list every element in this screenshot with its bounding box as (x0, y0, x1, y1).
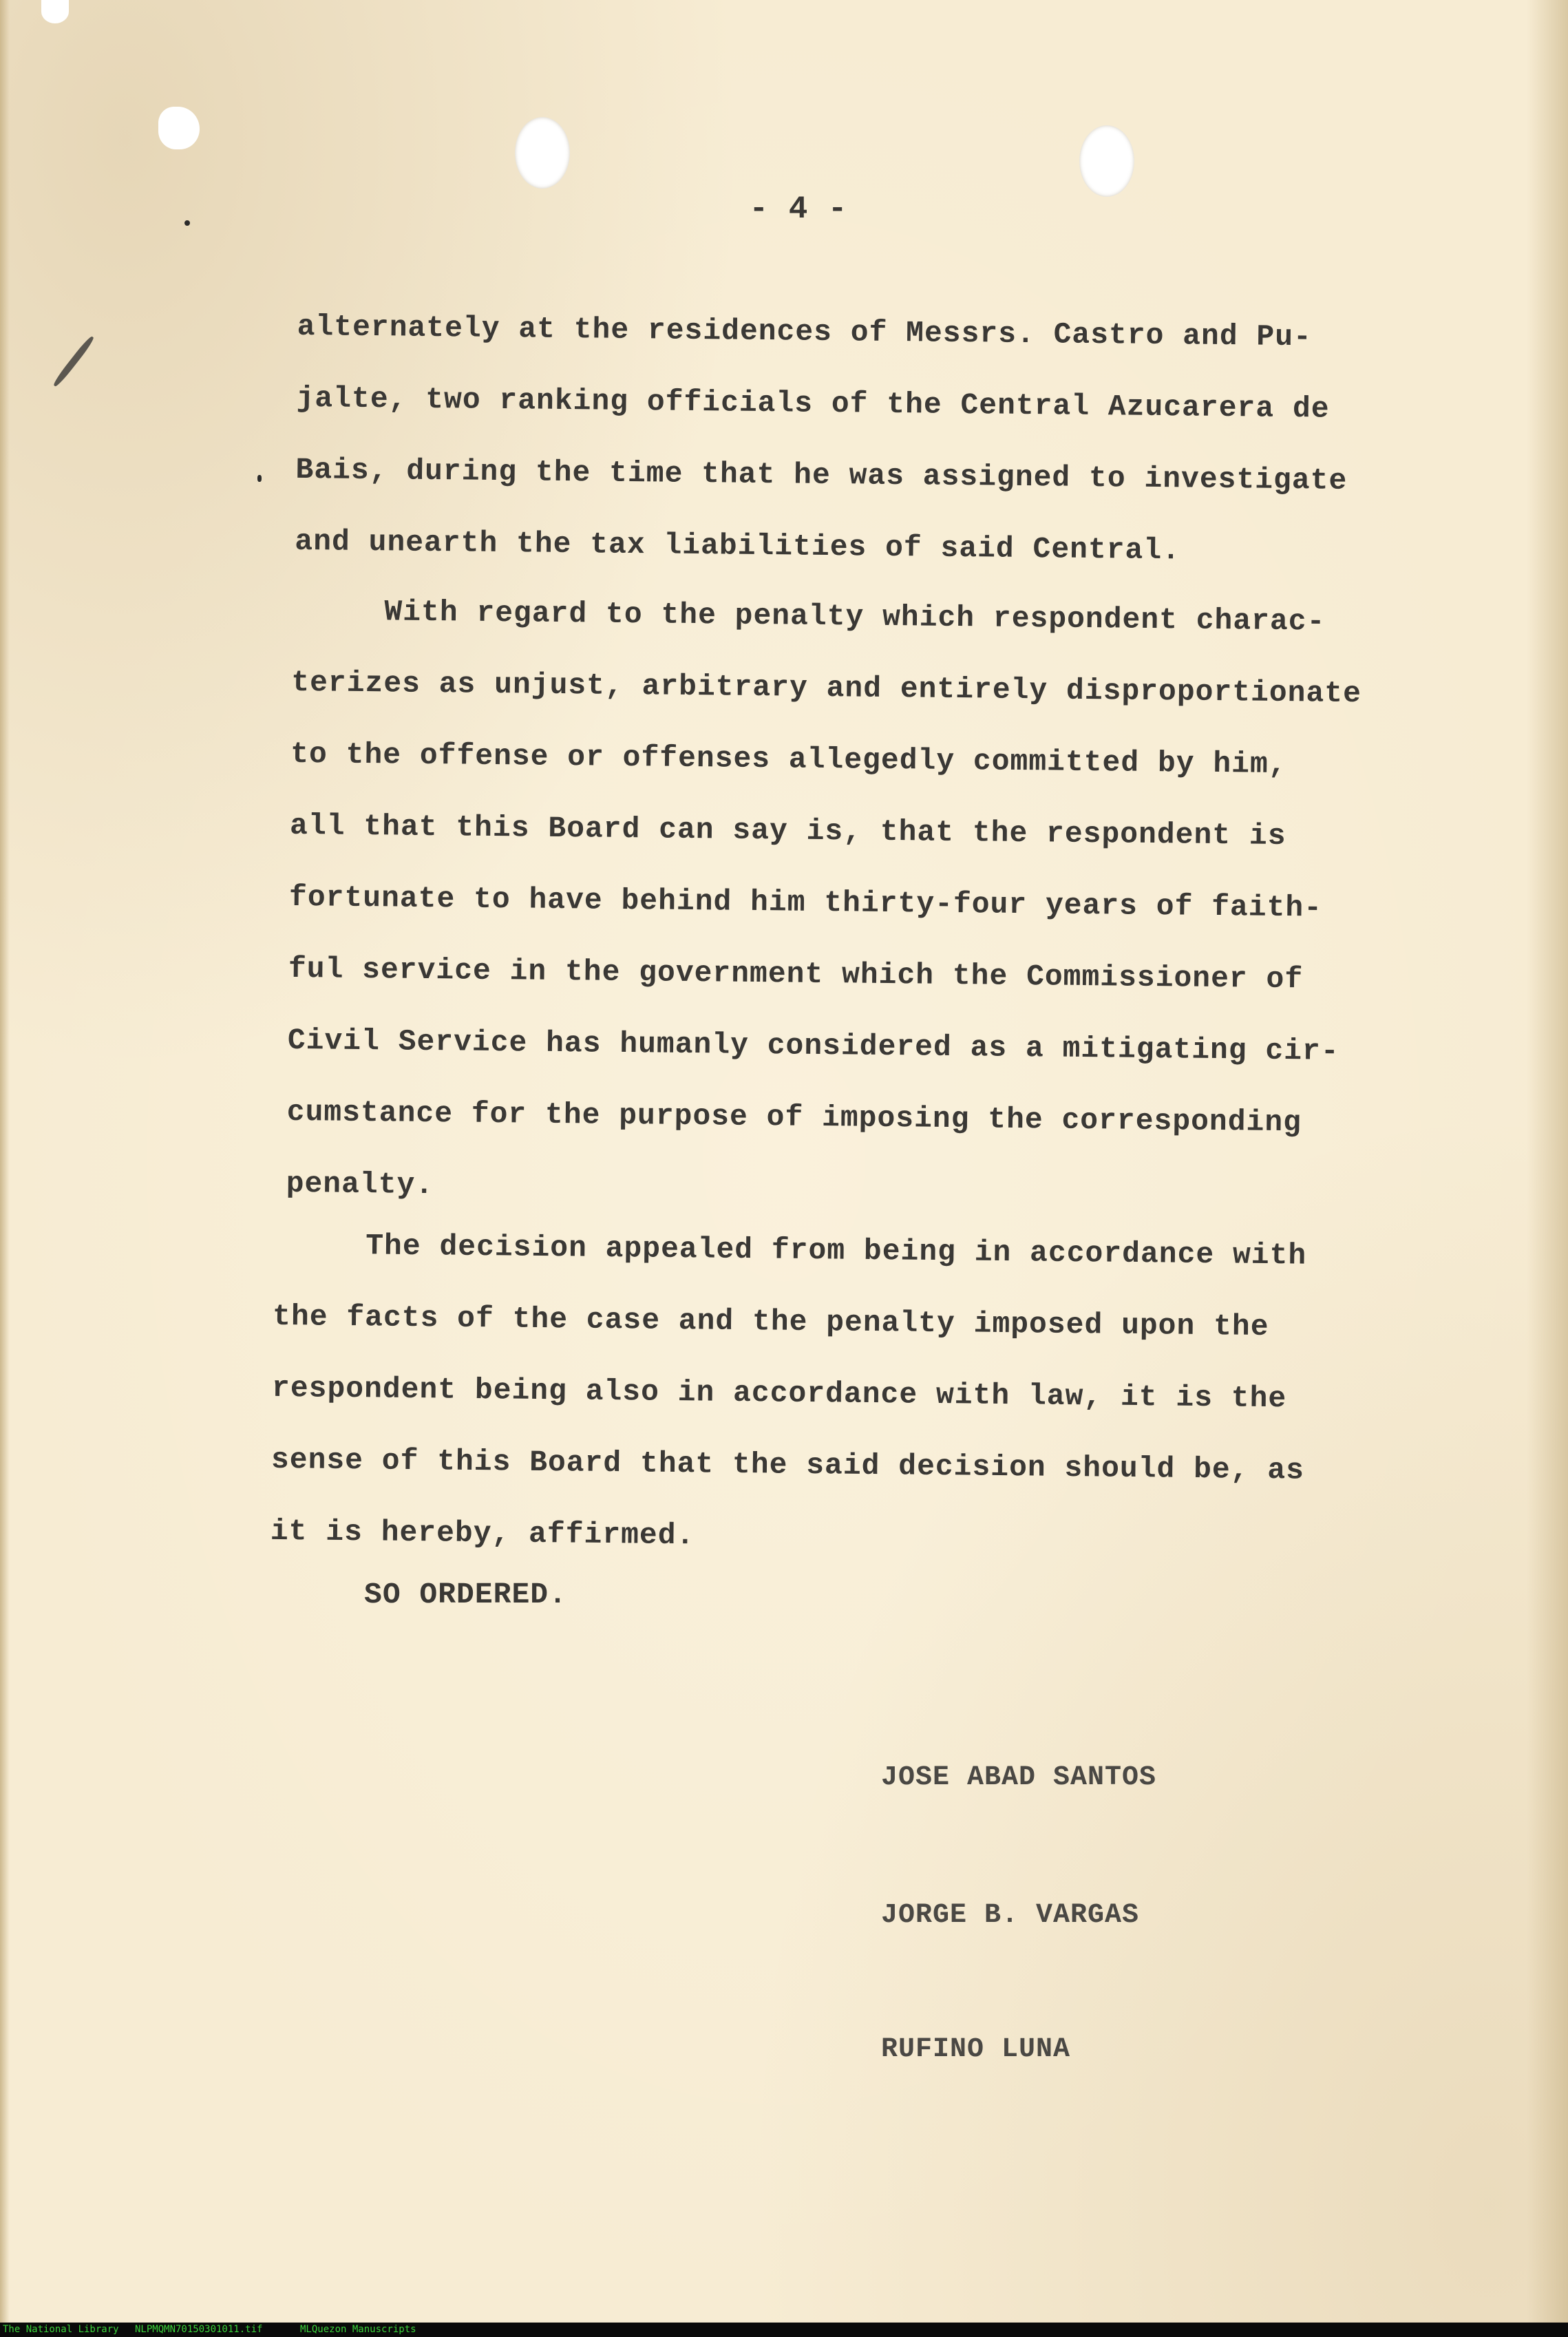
punch-hole-left (515, 117, 570, 189)
signatory-name: RUFINO LUNA (881, 2034, 1071, 2065)
ink-mark (257, 475, 262, 482)
text-line: the facts of the case and the penalty imposed upon the (272, 1299, 1269, 1344)
text-line: alternately at the residences of Messrs. Castro and Pu- (297, 309, 1313, 355)
footer-source: The National Library (3, 2324, 119, 2335)
text-line: Civil Service has humanly considered as a mitigating cir- (287, 1023, 1339, 1068)
text-line: and unearth the tax liabilities of said Central. (295, 524, 1181, 568)
signatory-name: JOSE ABAD SANTOS (881, 1762, 1157, 1793)
text-line: With regard to the penalty which respondent charac- (292, 593, 1326, 639)
text-line: terizes as unjust, arbitrary and entirely disproportionate (291, 665, 1362, 711)
text-line: ful service in the government which the Commissioner of (288, 951, 1304, 997)
text-line: penalty. (286, 1166, 434, 1203)
paper-tear-top (41, 0, 69, 23)
text-line: it is hereby, affirmed. (270, 1514, 695, 1553)
text-line: fortunate to have behind him thirty-four years of faith- (288, 880, 1323, 925)
text-line: sense of this Board that the said decision should be, as (271, 1442, 1305, 1488)
ink-mark (52, 335, 95, 388)
page-number: - 4 - (749, 191, 848, 227)
paragraph-3 (270, 1209, 1471, 1580)
paper-tear (158, 107, 200, 149)
closing-order (272, 1559, 1470, 1631)
paragraph-1 (295, 291, 1495, 590)
text-line: jalte, two ranking officials of the Central Azucarera de (296, 381, 1330, 426)
text-line: respondent being also in accordance with law, it is the (271, 1371, 1287, 1416)
text-line: cumstance for the purpose of imposing the corresponding (286, 1095, 1302, 1140)
text-line: all that this Board can say is, that the respondent is (289, 808, 1286, 854)
punch-hole-right (1079, 125, 1134, 197)
footer-filename: NLPMQMN70150301011.tif (135, 2324, 263, 2335)
ink-mark (184, 220, 190, 226)
footer-collection: MLQuezon Manuscripts (300, 2324, 416, 2335)
page-edge-shadow-right (1527, 0, 1568, 2323)
text-line: SO ORDERED. (272, 1578, 567, 1611)
text-line: Bais, during the time that he was assigned to investigate (295, 452, 1348, 498)
paragraph-2 (286, 575, 1490, 1232)
text-line: to the offense or offenses allegedly committed by him, (290, 737, 1287, 782)
page-edge-shadow-left (0, 0, 10, 2323)
signatory-name: JORGE B. VARGAS (881, 1900, 1140, 1931)
text-line: The decision appealed from being in accordance with (273, 1227, 1307, 1273)
